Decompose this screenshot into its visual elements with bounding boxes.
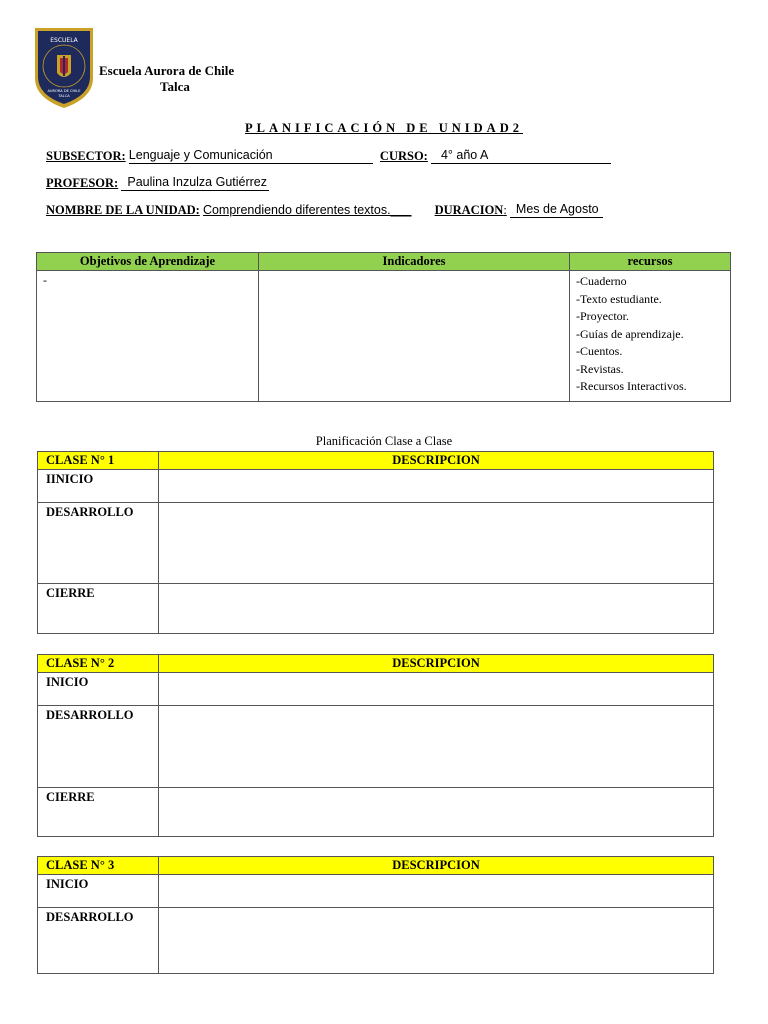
class-2-inicio-label: INICIO: [38, 673, 159, 706]
school-crest-icon: [33, 26, 95, 110]
curso-field[interactable]: [431, 148, 611, 164]
class-1-cierre-cell[interactable]: [159, 584, 714, 634]
class-2-inicio-cell[interactable]: [159, 673, 714, 706]
class-2-desarrollo-label: DESARROLLO: [38, 706, 159, 788]
resource-item: -Texto estudiante.: [576, 291, 662, 306]
profesor-row: [46, 175, 269, 191]
resources-cell[interactable]: [570, 271, 731, 402]
page-title: PLANIFICACIÓN DE UNIDAD2: [245, 121, 523, 135]
duracion-field[interactable]: [510, 202, 603, 218]
class-2-description-header: DESCRIPCION: [159, 655, 714, 673]
resource-item: -Guías de aprendizaje.: [576, 326, 684, 341]
curso-value: 4° año A: [440, 148, 489, 162]
class-1-inicio-cell[interactable]: [159, 470, 714, 503]
profesor-label: PROFESOR:: [46, 176, 119, 190]
duracion-label: DURACION: [434, 203, 504, 217]
curso-label: CURSO:: [379, 149, 428, 163]
objectives-table: [36, 252, 731, 402]
header-objectives: Objetivos de Aprendizaje: [37, 253, 259, 271]
subsector-row: [46, 148, 611, 164]
class-2-table: [37, 654, 714, 837]
class-2-cierre-label: CIERRE: [38, 788, 159, 837]
subsector-value: Lenguaje y Comunicación: [128, 148, 273, 162]
resource-item: -Cuentos.: [576, 344, 623, 358]
profesor-field[interactable]: [121, 175, 269, 191]
class-3-inicio-label: INICIO: [38, 875, 159, 908]
unidad-label: NOMBRE DE LA UNIDAD:: [46, 203, 200, 217]
school-city: Talca: [160, 79, 190, 94]
header-indicators: Indicadores: [259, 253, 570, 271]
unidad-blank: ___: [390, 203, 412, 217]
resource-item: -Proyector.: [576, 309, 629, 323]
class-1-table: [37, 451, 714, 634]
svg-text:AURORA DE CHILE: AURORA DE CHILE: [47, 89, 81, 93]
class-3-inicio-cell[interactable]: [159, 875, 714, 908]
school-name: Escuela Aurora de Chile: [99, 63, 235, 78]
resource-item: -Revistas.: [576, 361, 624, 376]
resource-item: -Recursos Interactivos.: [576, 379, 687, 393]
class-2-cierre-cell[interactable]: [159, 788, 714, 837]
class-1-desarrollo-label: DESARROLLO: [38, 503, 159, 584]
class-3-label: CLASE N° 3: [38, 857, 159, 875]
duracion-value: Mes de Agosto: [515, 202, 599, 216]
class-3-desarrollo-label: DESARROLLO: [38, 908, 159, 974]
unidad-value[interactable]: Comprendiendo diferentes textos.: [202, 203, 391, 217]
objectives-cell[interactable]: -: [37, 271, 259, 402]
svg-text:TALCA: TALCA: [58, 94, 70, 98]
class-1-desarrollo-cell[interactable]: [159, 503, 714, 584]
school-logo: [33, 26, 95, 110]
class-3-description-header: DESCRIPCION: [159, 857, 714, 875]
indicators-cell[interactable]: [259, 271, 570, 402]
school-header: [99, 63, 234, 95]
class-3-desarrollo-cell[interactable]: [159, 908, 714, 974]
plan-caption: Planificación Clase a Clase: [315, 434, 453, 448]
class-1-cierre-label: CIERRE: [38, 584, 159, 634]
resource-item: -Cuaderno: [576, 274, 627, 288]
class-2-label: CLASE N° 2: [38, 655, 159, 673]
class-2-desarrollo-cell[interactable]: [159, 706, 714, 788]
svg-text:ESCUELA: ESCUELA: [50, 37, 78, 44]
header-resources: recursos: [570, 253, 731, 271]
duracion-separator: :: [503, 203, 507, 217]
subsector-field[interactable]: [129, 148, 373, 164]
class-3-table: [37, 856, 714, 974]
class-1-inicio-label: IINICIO: [38, 470, 159, 503]
subsector-label: SUBSECTOR:: [46, 149, 126, 163]
class-1-label: CLASE N° 1: [38, 452, 159, 470]
class-1-description-header: DESCRIPCION: [159, 452, 714, 470]
unidad-row: [46, 202, 603, 218]
profesor-value: Paulina Inzulza Gutiérrez: [127, 175, 268, 189]
